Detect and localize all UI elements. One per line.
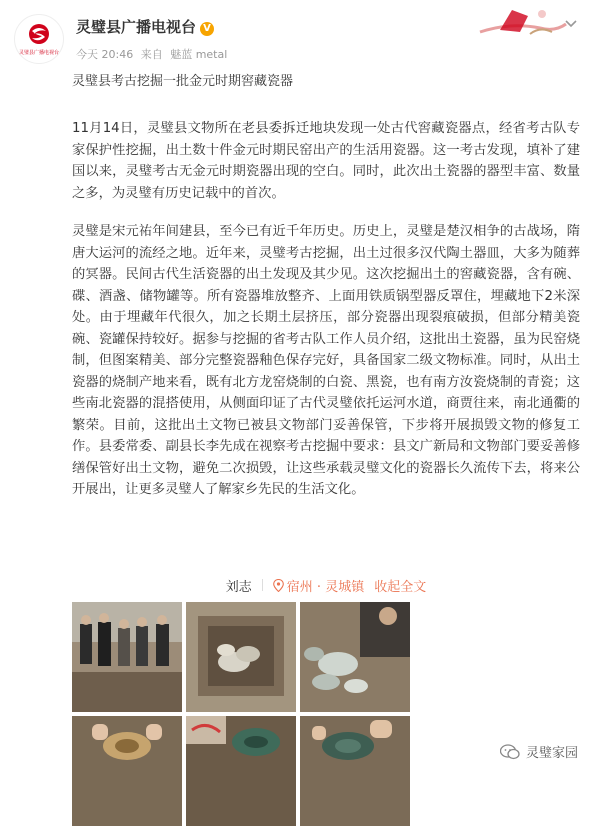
photo-excavation-pit[interactable] [186,602,296,712]
photo-worker-with-pottery[interactable] [300,602,410,712]
photo-image [72,716,182,826]
photo-bowls-in-soil[interactable] [186,716,296,826]
photo-cleaning-bowl[interactable] [300,716,410,826]
photo-image [186,716,296,826]
location-label: 宿州 · 灵城镇 [286,579,365,595]
post-title: 灵璧县考古挖掘一批金元时期窖藏瓷器 [72,74,294,89]
photo-image [300,716,410,826]
credit-line [72,574,580,596]
photo-officials-at-site[interactable] [72,602,182,712]
avatar-logo [24,23,54,47]
wechat-watermark [500,742,578,761]
post-meta [76,46,231,62]
photo-image [300,602,410,712]
avatar[interactable] [14,14,64,64]
photo-image [186,602,296,712]
divider [262,579,263,591]
collapse-text-link[interactable]: 收起全文 [374,579,427,595]
author-name-row[interactable] [76,16,214,37]
source-prefix: 来自 [140,48,163,61]
location-link[interactable] [273,576,364,595]
chevron-down-icon[interactable] [563,15,579,31]
decoration-flag-illustration [470,2,570,40]
author-name[interactable]: 灵璧县广播电视台 [76,18,197,36]
verified-badge: V [200,22,214,36]
photo-hands-holding-bowl[interactable] [72,716,182,826]
post-device[interactable]: 魅蓝 metal [170,48,228,61]
credit-author: 刘志 [225,579,252,595]
location-pin-icon [273,579,284,592]
avatar-caption: 灵璧县广播电视台 [18,49,59,56]
watermark-text: 灵璧家园 [526,746,579,761]
post-time: 今天 20:46 [76,48,134,61]
photo-image [72,602,182,712]
paragraph-2: 灵璧是宋元祐年间建县，至今已有近千年历史。历史上，灵璧是楚汉相争的古战场，隋唐大运河的流经之地。近年来，灵璧考古挖掘，出土过很多汉代陶土器皿，大多为随葬的冥器。民间古代生活瓷器的出土发现及其少见。这次挖掘出土的窖藏瓷器，含有碗、碟、酒盏、储物罐等。所有瓷器堆放整齐、上面用铁质锅型器反罩住，埋藏地下2米深处。由于埋藏年代很久，加之长期土层挤压，部分瓷器出现裂痕破损，但部分精美瓷碗、瓷罐保持较好。据参与挖掘的省考古队工作人员介绍，这批出土瓷器，虽为民窑烧制，但图案精美、部分完整瓷器釉色保存完好，具备国家二级文物标准。同时，从出土瓷器的烧制产地来看，既有北方龙窑烧制的白瓷、黑瓷，也有南方汝瓷烧制的青瓷；这些南北瓷器的混搭使用，从侧面印证了古代灵璧依托运河水道，商贾往来，南北通衢的繁荣。目前，这批出土文物已被县文物部门妥善保管，下步将开展损毁文物的修复工作。县委常委、副县长李先成在视察考古挖掘中要求：县文广新局和文物部门要妥善修缮保管好出土文物，避免二次损毁，让这些承载灵璧文化的瓷器长久流传下去，将来公开展出，让更多灵璧人了解家乡先民的生活文化。 [72,224,580,497]
wechat-icon [500,744,520,760]
post-body [72,118,580,518]
paragraph-1: 11月14日，灵璧县文物所在老县委拆迁地块发现一处古代窖藏瓷器点，经省考古队专家保护性挖掘，出土数十件金元时期民窑出产的生活用瓷器。这一考古发现，填补了建国以来，灵璧考古无金元时期瓷器出现的空白。同时，此次出土瓷器的器型丰富、数量之多，为灵璧有历史记载中的首次。 [72,121,580,201]
